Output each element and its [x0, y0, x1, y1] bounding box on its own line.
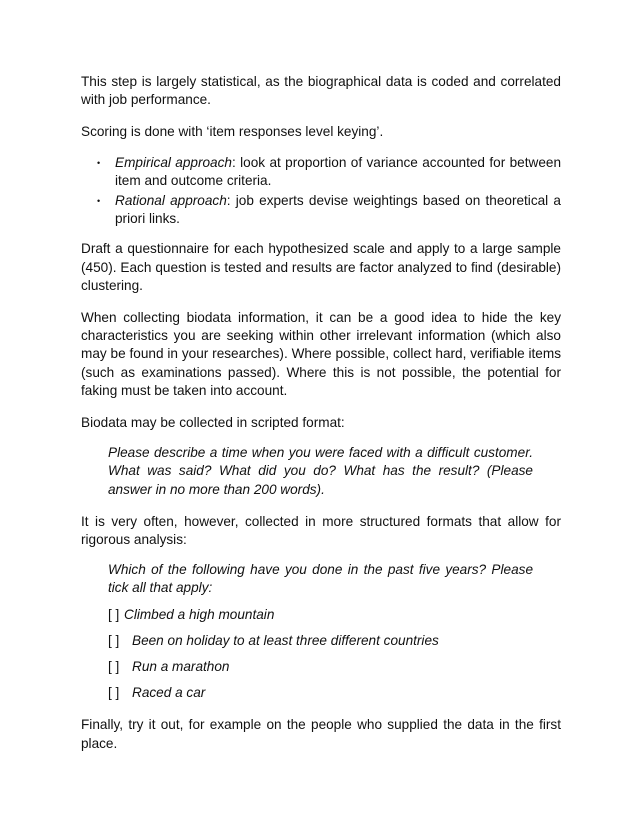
- paragraph-questionnaire: Draft a questionnaire for each hypothesized scale and apply to a large sample (450). Each question is tested and results are factor analyzed to find (desirable) clustering.: [81, 241, 561, 293]
- option-label: Raced a car: [132, 685, 206, 701]
- paragraph-collecting: When collecting biodata information, it can be a good idea to hide the key characteristics you are seeking within other irrelevant information (which also may be found in your researches). Where possible, collect hard, verifiable items (such as examinations passed). Where this is not possible, the potential for faking must be taken into account.: [81, 310, 561, 398]
- paragraph-scripted: Biodata may be collected in scripted format:: [81, 415, 345, 431]
- document-page: [81, 73, 561, 753]
- checkbox-icon: [ ]: [108, 606, 120, 622]
- checkbox-option: [108, 632, 533, 650]
- paragraph-structured: It is very often, however, collected in more structured formats that allow for rigorous analysis:: [81, 513, 561, 548]
- list-item-empirical: [97, 154, 561, 190]
- paragraph-scoring: Scoring is done with ‘item responses level keying’.: [81, 124, 384, 140]
- term-empirical: Empirical approach: [115, 154, 232, 170]
- checkbox-option: [108, 684, 533, 702]
- approach-list: [81, 154, 561, 229]
- checkbox-icon: [ ]: [108, 659, 120, 675]
- paragraph-statistical: This step is largely statistical, as the biographical data is coded and correlated with job performance.: [81, 74, 561, 108]
- quote-structured-block: [108, 561, 533, 702]
- quote-structured: Which of the following have you done in the past five years? Please tick all that apply:: [108, 562, 533, 596]
- text-rational: : job experts devise weightings based on theoretical a priori links.: [115, 193, 561, 227]
- option-label: Climbed a high mountain: [124, 606, 275, 622]
- checkbox-icon: [ ]: [108, 632, 120, 648]
- option-label: Been on holiday to at least three different countries: [132, 632, 439, 648]
- checkbox-option: [108, 606, 533, 624]
- text-empirical: : look at proportion of variance accounted for between item and outcome criteria.: [115, 154, 562, 188]
- term-rational: Rational approach: [115, 193, 227, 209]
- quote-scripted: Please describe a time when you were faced with a difficult customer. What was said? What did you do? What has the result? (Please answer in no more than 200 words).: [108, 445, 533, 497]
- bullet-icon: •: [97, 157, 101, 168]
- option-label: Run a marathon: [132, 659, 230, 675]
- list-item-rational: [97, 192, 561, 228]
- checkbox-option: [108, 658, 533, 676]
- bullet-icon: •: [97, 196, 101, 207]
- paragraph-finally: Finally, try it out, for example on the people who supplied the data in the first place.: [81, 717, 561, 751]
- quote-scripted-block: [108, 444, 533, 499]
- checkbox-icon: [ ]: [108, 685, 120, 701]
